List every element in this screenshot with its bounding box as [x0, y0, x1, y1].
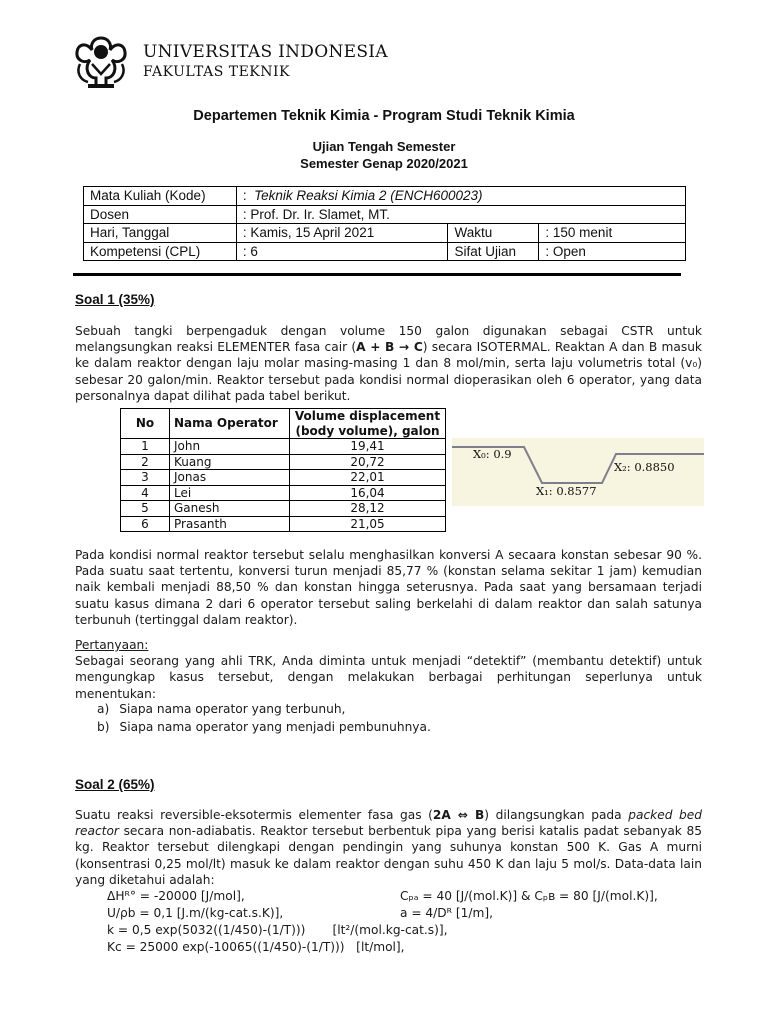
list-item	[97, 701, 345, 717]
competency-value: 6	[250, 243, 258, 259]
question-text: Sebagai seorang yang ahli TRK, Anda diminta untuk menjadi “detektif” (membantu detektif) untuk mengungkap kasus tersebut, dengan melakukan berbagai perhitungan seperlunya untuk menentukan:	[75, 654, 702, 701]
list-item	[97, 719, 431, 735]
date-label: Hari, Tanggal	[84, 224, 237, 243]
colon: :	[242, 188, 247, 204]
soal2-text-b: ) dilangsungkan pada	[484, 808, 629, 822]
row-volume: 28,12	[290, 501, 446, 517]
soal1-para1-text-a: Sebuah tangki berpengaduk dengan volume 150 galon digunakan sebagai CSTR untuk melangsungkan reaksi ELEMENTER fasa cair (	[75, 324, 702, 355]
table-row	[121, 454, 446, 470]
university-logo-icon	[70, 34, 132, 90]
soal2-paragraph	[75, 807, 702, 888]
table-row	[121, 439, 446, 455]
conversion-curve	[452, 438, 704, 506]
nature-value-cell	[539, 242, 686, 261]
colon: :	[242, 243, 247, 259]
equation-equilibrium-constant: Kc = 25000 exp(-10065((1/450)-(1/T))) [lt/mol],	[107, 940, 405, 954]
row-no: 2	[121, 454, 170, 470]
operator-table-header	[121, 409, 446, 439]
table-row	[121, 516, 446, 532]
course-label: Mata Kuliah (Kode)	[84, 187, 237, 206]
x0-label: X₀: 0.9	[473, 447, 512, 461]
colon: :	[545, 243, 550, 259]
soal1-title: Soal 1 (35%)	[75, 292, 155, 307]
list-marker: a)	[97, 702, 110, 716]
competency-label: Kompetensi (CPL)	[84, 242, 237, 261]
row-name: Ganesh	[170, 501, 290, 517]
col-header-no: No	[121, 409, 170, 439]
row-no: 4	[121, 485, 170, 501]
colon: :	[242, 206, 247, 222]
row-volume: 22,01	[290, 470, 446, 486]
col-header-volume: Volume displacement (body volume), galon	[290, 409, 446, 439]
soal2-text-c: secara non-adiabatis. Reaktor tersebut berbentuk pipa yang berisi katalis padat sebanyak 85 kg. Reaktor tersebut dilengkapi dengan pendingin yang suhunya konstan 500 K. Gas A murni (konsentrasi 0,25 mol/lt) masuk ke dalam reaktor dengan suhu 450 K dan laju 5 mol/s. Data-data lain yang diketahui adalah:	[75, 824, 702, 887]
lecturer-value: Prof. Dr. Ir. Slamet, MT.	[250, 206, 390, 222]
x1-label: X₁: 0.8577	[536, 484, 597, 498]
info-row-date	[84, 224, 686, 243]
info-row-course	[84, 187, 686, 206]
row-volume: 20,72	[290, 454, 446, 470]
col-header-name: Nama Operator	[170, 409, 290, 439]
row-volume: 21,05	[290, 516, 446, 532]
time-value-cell	[539, 224, 686, 243]
soal1-paragraph-2: Pada kondisi normal reaktor tersebut selalu menghasilkan konversi A secaara konstan sebesar 90 %. Pada suatu saat tertentu, konversi turun menjadi 85,77 % (konstan selama sekitar 1 jam) kemudian naik kembali menjadi 88,50 % dan konstan hingga seterusnya. Pada saat yang bersamaan terjadi suatu kasus dimana 2 dari 6 operator tersebut saling berkelahi di dalam reaktor dan salah satunya terbunuh (tertinggal dalam reaktor).	[75, 548, 702, 627]
date-value: Kamis, 15 April 2021	[250, 225, 375, 241]
list-text: Siapa nama operator yang menjadi pembunuhnya.	[119, 720, 431, 734]
row-name: Kuang	[170, 454, 290, 470]
divider	[73, 273, 681, 276]
course-value-cell	[236, 187, 685, 206]
table-row	[121, 501, 446, 517]
row-name: John	[170, 439, 290, 455]
equation-area: a = 4/Dᴿ [1/m],	[400, 906, 493, 920]
reaction-equation: A + B → C	[356, 340, 423, 355]
date-value-cell	[236, 224, 448, 243]
nature-value: Open	[552, 243, 586, 259]
university-name: UNIVERSITAS INDONESIA	[143, 42, 388, 62]
soal2-text-a: Suatu reaksi reversible-eksotermis elementer fasa gas (	[75, 808, 433, 822]
info-row-competency	[84, 242, 686, 261]
lecturer-value-cell	[236, 205, 685, 224]
exam-semester: Semester Genap 2020/2021	[300, 156, 468, 171]
nature-label: Sifat Ujian	[448, 242, 539, 261]
equation-rate-constant: k = 0,5 exp(5032((1/450)-(1/T))) [lt²/(mol.kg-cat.s)],	[107, 923, 448, 937]
exam-title: Ujian Tengah Semester	[312, 139, 456, 154]
row-no: 3	[121, 470, 170, 486]
table-row	[121, 470, 446, 486]
soal1-paragraph-1	[75, 323, 702, 404]
faculty-name: FAKULTAS TEKNIK	[143, 64, 291, 80]
equation-heat-transfer: U/ρb = 0,1 [J.m/(kg-cat.s.K)],	[107, 906, 284, 920]
row-volume: 16,04	[290, 485, 446, 501]
row-name: Jonas	[170, 470, 290, 486]
exam-info-table	[83, 186, 686, 261]
course-value: Teknik Reaksi Kimia 2 (ENCH600023)	[254, 188, 483, 204]
lecturer-label: Dosen	[84, 205, 237, 224]
equation-heat-of-reaction: ΔHᴿ° = -20000 [J/mol],	[107, 889, 245, 903]
row-name: Prasanth	[170, 516, 290, 532]
colon: :	[545, 225, 550, 241]
info-row-lecturer	[84, 205, 686, 224]
time-value: 150 menit	[552, 225, 613, 241]
colon: :	[242, 225, 247, 241]
row-no: 5	[121, 501, 170, 517]
competency-value-cell	[236, 242, 448, 261]
soal1-question	[75, 637, 702, 702]
row-name: Lei	[170, 485, 290, 501]
list-marker: b)	[97, 720, 110, 734]
list-text: Siapa nama operator yang terbunuh,	[119, 702, 346, 716]
equation-heat-capacity: Cₚₐ = 40 [J/(mol.K)] & Cₚʙ = 80 [J/(mol.K)],	[400, 889, 658, 903]
department-title: Departemen Teknik Kimia - Program Studi Teknik Kimia	[193, 108, 575, 124]
soal2-reaction: 2A ⇔ B	[432, 808, 485, 822]
conversion-graph	[452, 438, 704, 506]
reactor-type: packed bed reactor	[75, 808, 702, 839]
operator-table	[120, 408, 446, 532]
x2-label: X₂: 0.8850	[614, 460, 675, 474]
row-no: 6	[121, 516, 170, 532]
row-volume: 19,41	[290, 439, 446, 455]
soal1-para1-text-b: ) secara ISOTERMAL. Reaktan A dan B masuk ke dalam reaktor dengan laju molar masing-masing 1 dan 8 mol/min, serta laju volumetris total (v₀) sebesar 20 galon/min. Reaktor tersebut pada kondisi normal dioperasikan oleh 6 operator, yang data personalnya dapat dilihat pada tabel berikut.	[75, 340, 702, 403]
time-label: Waktu	[448, 224, 539, 243]
soal2-title: Soal 2 (65%)	[75, 777, 155, 792]
table-row	[121, 485, 446, 501]
row-no: 1	[121, 439, 170, 455]
question-label: Pertanyaan:	[75, 638, 149, 652]
